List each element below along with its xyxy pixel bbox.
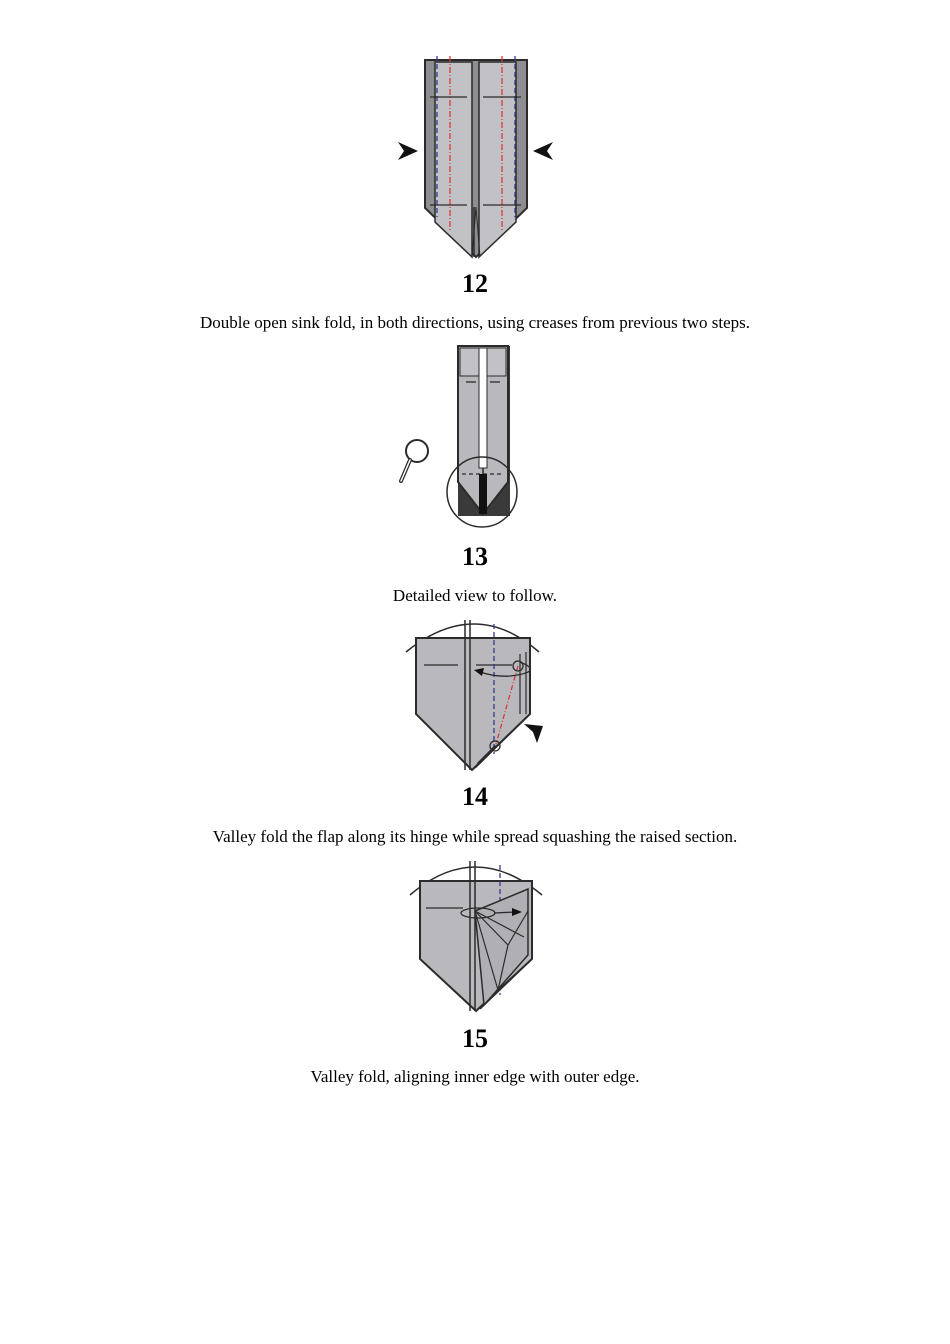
- magnifier-icon: [401, 440, 428, 481]
- step-caption: Double open sink fold, in both directions, using creases from previous two steps.: [199, 313, 751, 332]
- step-number: 13: [462, 542, 488, 571]
- step-13-diagram: [390, 342, 530, 532]
- push-arrow-left-icon: [398, 142, 418, 160]
- step-number: 15: [462, 1024, 488, 1053]
- step-caption: Valley fold the flap along its hinge while spread squashing the raised section.: [212, 827, 738, 846]
- step-number: 14: [462, 782, 488, 811]
- step-caption: Detailed view to follow.: [392, 586, 558, 605]
- push-arrow-right-icon: [533, 142, 553, 160]
- step-14-diagram: [400, 614, 550, 776]
- step-12-diagram: [390, 52, 560, 262]
- push-arrow-icon: [524, 724, 543, 743]
- step-15-diagram: [400, 855, 550, 1017]
- step-caption: Valley fold, aligning inner edge with outer edge.: [310, 1067, 640, 1086]
- step-number: 12: [462, 269, 488, 298]
